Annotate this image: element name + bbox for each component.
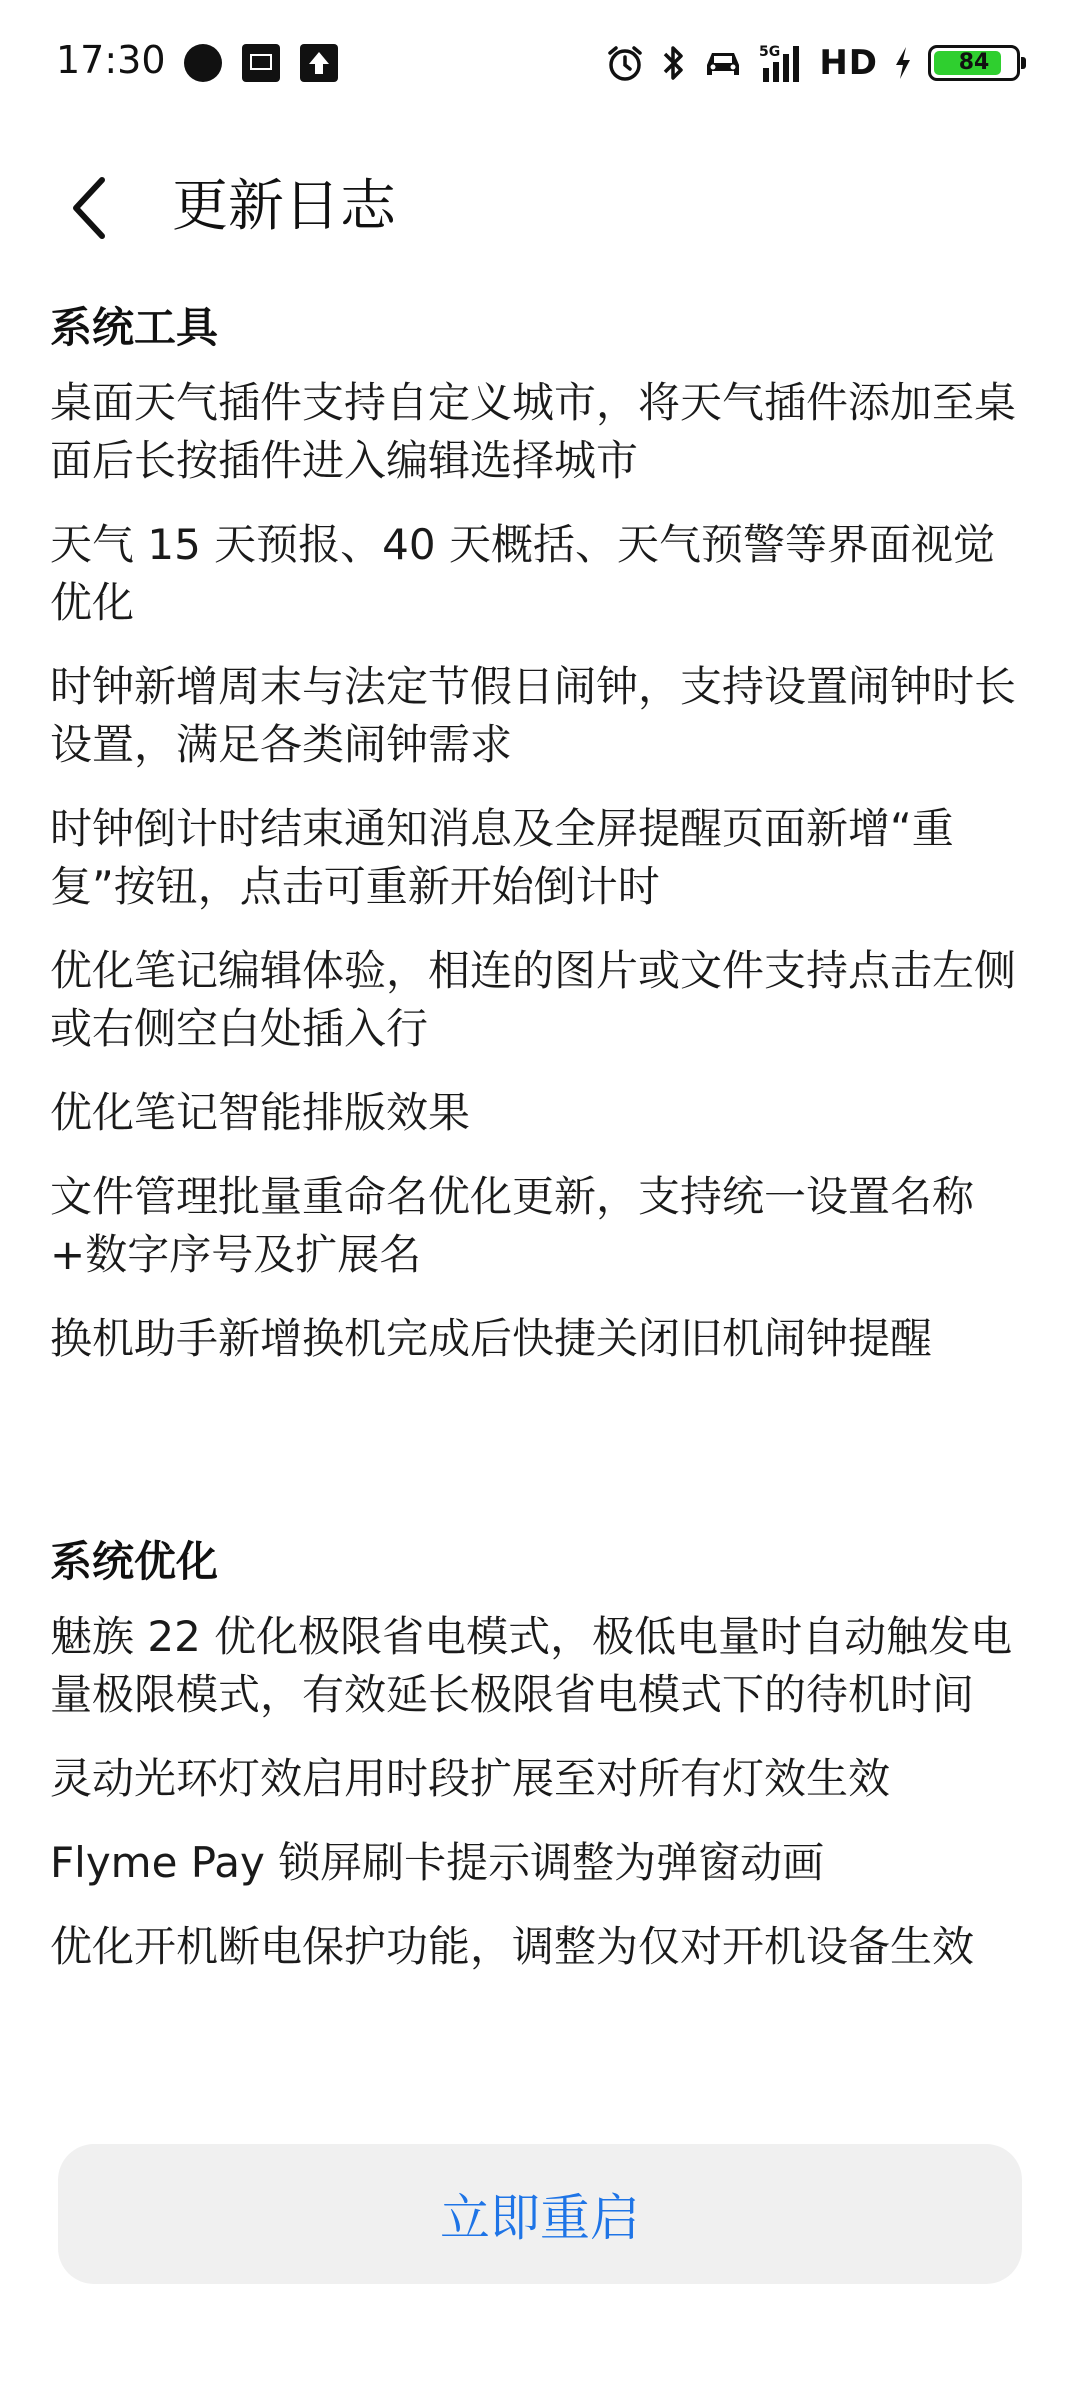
- changelog-item: 文件管理批量重命名优化更新，支持统一设置名称+数字序号及扩展名: [50, 1172, 975, 1279]
- status-time: 17:30: [56, 38, 166, 82]
- back-button[interactable]: [50, 168, 130, 248]
- changelog-item: 灵动光环灯效启用时段扩展至对所有灯效生效: [50, 1754, 891, 1803]
- bluetooth-icon: [659, 43, 687, 83]
- battery-tip: [1021, 57, 1026, 69]
- hd-label: HD: [819, 43, 878, 83]
- restart-now-label: 立即重启: [440, 2189, 640, 2247]
- section-spacer: [50, 1394, 1030, 1534]
- changelog-item: 优化笔记编辑体验，相连的图片或文件支持点击左侧或右侧空白处插入行: [50, 946, 1017, 1053]
- chat-bubble-icon: [184, 44, 222, 82]
- changelog-item: 魅族 22 优化极限省电模式，极低电量时自动触发电量极限模式，有效延长极限省电模式下的待机时间: [50, 1612, 1013, 1719]
- changelog-item: 时钟新增周末与法定节假日闹钟，支持设置闹钟时长设置，满足各类闹钟需求: [50, 662, 1017, 769]
- car-icon: [701, 43, 745, 83]
- changelog-item: Flyme Pay 锁屏刷卡提示调整为弹窗动画: [50, 1838, 825, 1887]
- charging-icon: [892, 43, 914, 83]
- battery-level: 84: [958, 50, 990, 75]
- section-title: 系统工具: [50, 303, 219, 352]
- changelog-content[interactable]: [50, 300, 1030, 2058]
- page-header: [0, 150, 1080, 260]
- changelog-item: 优化笔记智能排版效果: [50, 1088, 471, 1137]
- changelog-item: 换机助手新增换机完成后快捷关闭旧机闹钟提醒: [50, 1314, 933, 1363]
- alarm-icon: [605, 43, 645, 83]
- signal-5g-icon: [759, 42, 805, 84]
- gallery-card-icon: [242, 44, 280, 82]
- restart-now-button[interactable]: [58, 2144, 1022, 2284]
- changelog-item: 天气 15 天预报、40 天概括、天气预警等界面视觉优化: [50, 520, 995, 627]
- chevron-left-icon: [50, 168, 130, 248]
- status-right-icons: [605, 40, 1020, 86]
- changelog-item: 桌面天气插件支持自定义城市，将天气插件添加至桌面后长按插件进入编辑选择城市: [50, 378, 1017, 485]
- battery-icon: [928, 45, 1020, 81]
- svg-text:5G: 5G: [759, 44, 781, 60]
- changelog-item: 优化开机断电保护功能，调整为仅对开机设备生效: [50, 1922, 975, 1971]
- status-bar: [0, 0, 1080, 126]
- upload-icon: [300, 44, 338, 82]
- section-title: 系统优化: [50, 1537, 219, 1586]
- changelog-item: 时钟倒计时结束通知消息及全屏提醒页面新增“重复”按钮，点击可重新开始倒计时: [50, 804, 954, 911]
- page-title: 更新日志: [172, 174, 396, 239]
